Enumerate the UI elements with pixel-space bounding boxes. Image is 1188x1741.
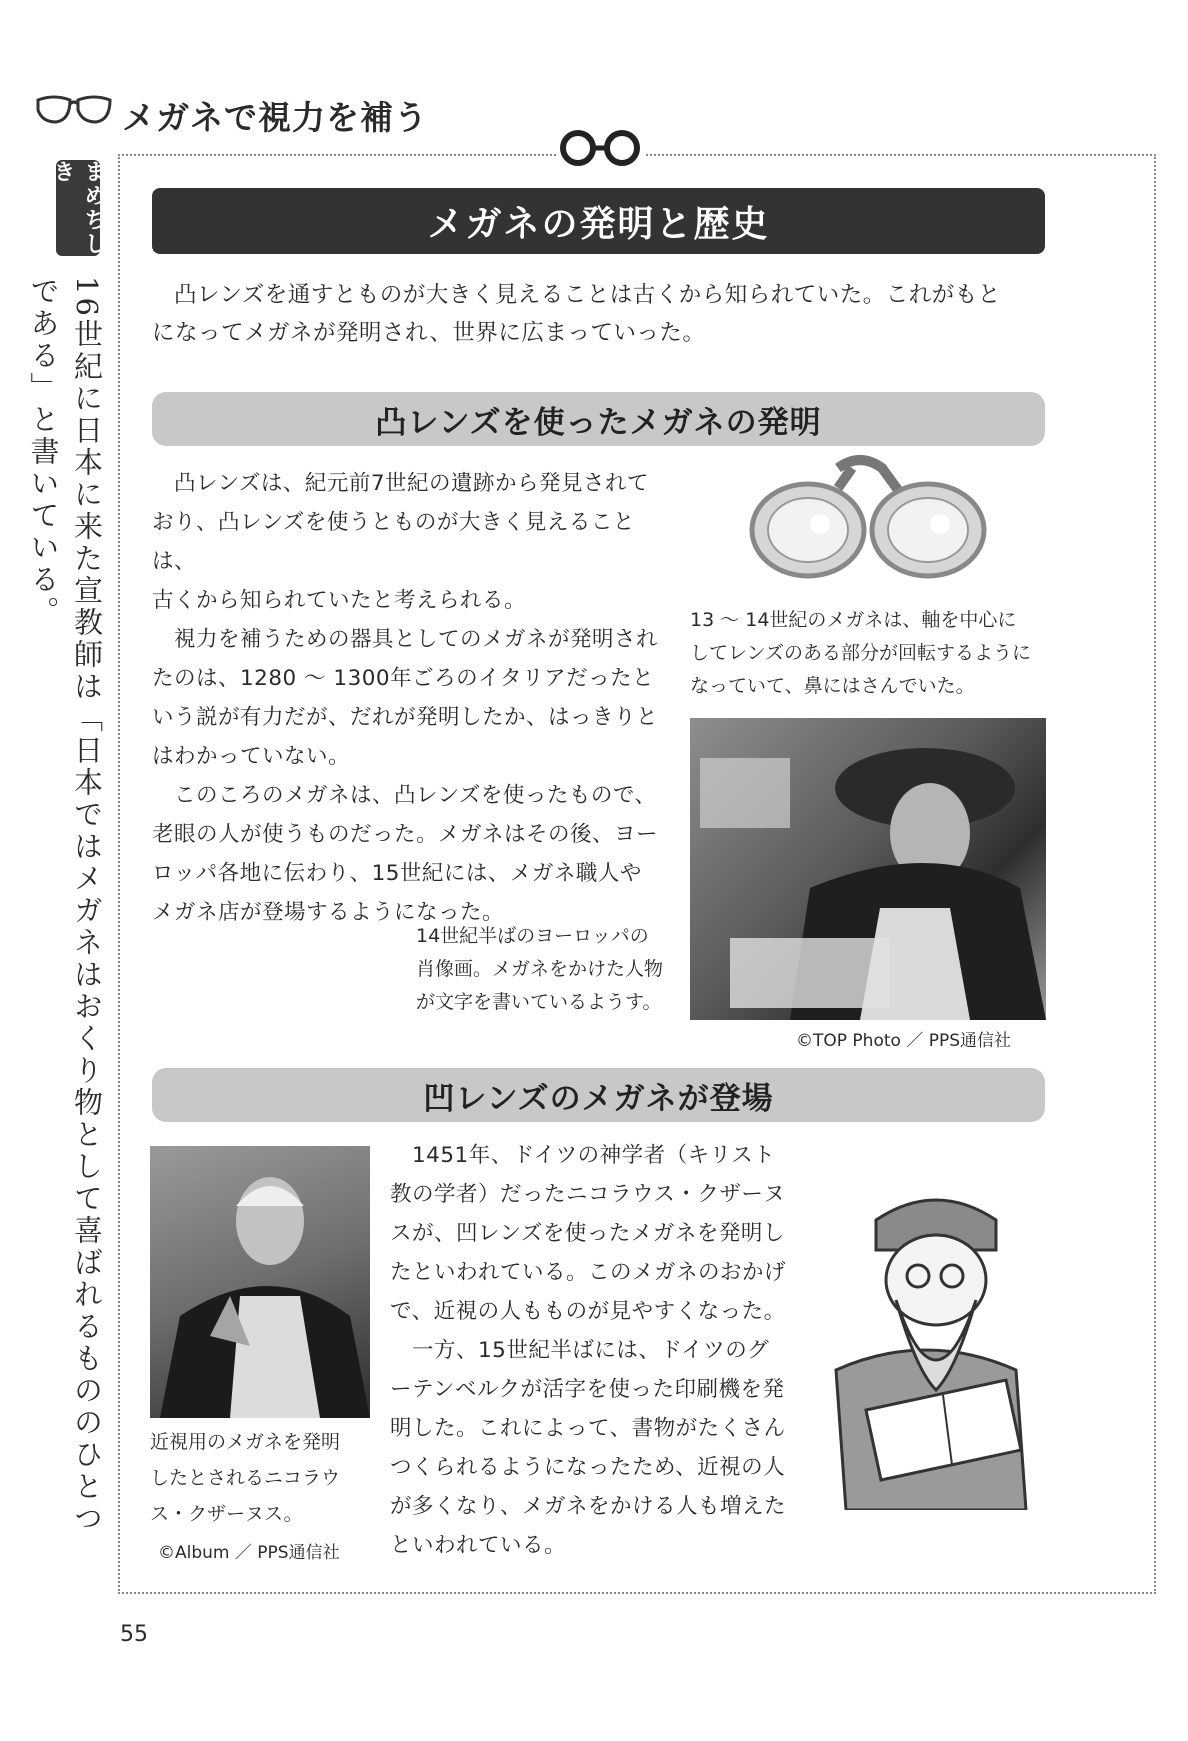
s1-line: 凸レンズは、紀元前7世紀の遺跡から発見されて — [174, 471, 649, 496]
s2-line: ーテンベルクが活字を使った印刷機を発 — [390, 1377, 785, 1402]
main-heading: メガネの発明と歴史 — [152, 188, 1045, 254]
monk-portrait-photo — [690, 718, 1046, 1020]
s2-line: といわれている。 — [390, 1533, 567, 1558]
s1-line: 古くから知られていたと考えられる。 — [152, 588, 527, 613]
s1-line: 老眼の人が使うものだった。メガネはその後、ヨー — [152, 822, 659, 847]
s2-line: スが、凹レンズを使ったメガネを発明し — [390, 1221, 785, 1246]
glasses-icon — [34, 92, 114, 128]
s1-line: いう説が有力だが、だれが発明したか、はっきりと — [152, 705, 659, 730]
intro-text — [152, 276, 1052, 352]
section1-text — [152, 464, 672, 932]
s1-line: ロッパ各地に伝わり、15世紀には、メガネ職人や — [152, 861, 642, 886]
portrait1-caption — [416, 920, 696, 1019]
s2-line: つくられるようになったため、近視の人 — [390, 1455, 786, 1480]
caption-line: したとされるニコラウ — [150, 1467, 341, 1489]
intro-line: になってメガネが発明され、世界に広まっていった。 — [152, 320, 706, 346]
s2-line: が多くなり、メガネをかける人も増えた — [390, 1494, 787, 1519]
trivia-tag: まめちしき — [50, 160, 106, 256]
chapter-title: メガネで視力を補う — [122, 98, 428, 137]
s2-line: で、近視の人もものが見やすくなった。 — [390, 1299, 786, 1324]
intro-line: 凸レンズを通すとものが大きく見えることは古くから知られていた。これがもと — [174, 282, 1001, 308]
caption-line: してレンズのある部分が回転するように — [690, 642, 1031, 664]
s1-line: 視力を補うための器具としてのメガネが発明され — [174, 627, 659, 652]
s2-line: 教の学者）だったニコラウス・クザーヌ — [390, 1182, 786, 1207]
portrait2-caption — [150, 1424, 380, 1532]
caption-line: ス・クザーヌス。 — [150, 1503, 303, 1525]
photo-credit: ©Album ／ PPS通信社 — [158, 1543, 340, 1563]
section2-heading: 凹レンズのメガネが登場 — [152, 1068, 1045, 1122]
s2-line: 1451年、ドイツの神学者（キリスト — [412, 1143, 776, 1168]
trivia-text: 16世紀に日本に来た宣教師は「日本ではメガネはおくり物として喜ばれるもののひとつである」と書いている。 — [26, 276, 104, 1535]
photo-credit: ©TOP Photo ／ PPS通信社 — [796, 1031, 1012, 1051]
medieval-glasses-illustration — [748, 448, 988, 588]
cusanus-portrait-photo — [150, 1146, 370, 1418]
glasses-caption — [690, 604, 1060, 703]
section1-heading: 凸レンズを使ったメガネの発明 — [152, 392, 1045, 446]
caption-line: 肖像画。メガネをかけた人物 — [416, 958, 664, 980]
s1-line: はわかっていない。 — [152, 744, 351, 769]
section2-text — [390, 1136, 810, 1565]
caption-line: 14世紀半ばのヨーロッパの — [416, 925, 649, 947]
s1-line: おり、凸レンズを使うとものが大きく見えることは、 — [152, 510, 635, 574]
scholar-cartoon-illustration — [806, 1180, 1056, 1510]
s2-line: 一方、15世紀半ばには、ドイツのグ — [412, 1338, 770, 1363]
caption-line: 13 ～ 14世紀のメガネは、軸を中心に — [690, 609, 1017, 631]
caption-line: が文字を書いているようす。 — [416, 991, 662, 1013]
s2-line: たといわれている。このメガネのおかげ — [390, 1260, 787, 1285]
s1-line: たのは、1280 ～ 1300年ごろのイタリアだったと — [152, 666, 655, 691]
frame-glasses-icon — [556, 128, 644, 168]
caption-line: 近視用のメガネを発明 — [150, 1431, 341, 1453]
caption-line: なっていて、鼻にはさんでいた。 — [690, 675, 975, 697]
s2-line: 明した。これによって、書物がたくさん — [390, 1416, 786, 1441]
s1-line: メガネ店が登場するようになった。 — [152, 900, 505, 925]
page-number: 55 — [120, 1622, 148, 1647]
s1-line: このころのメガネは、凸レンズを使ったもので、 — [174, 783, 657, 808]
